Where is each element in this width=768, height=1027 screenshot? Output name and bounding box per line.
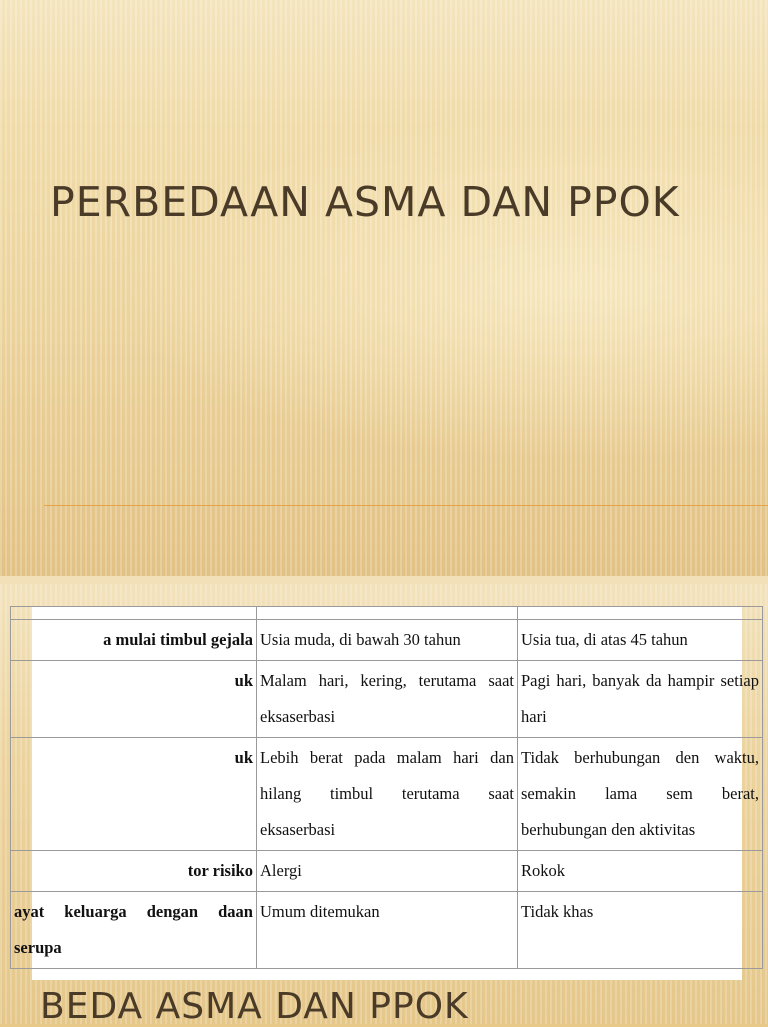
- aspect-cell: tor risiko: [11, 851, 257, 892]
- comparison-slide: [0, 584, 768, 1027]
- header-cell: [257, 607, 518, 620]
- aspect-cell: ayat keluarga dengan daan serupa: [11, 892, 257, 969]
- aspect-cell: a mulai timbul gejala: [11, 620, 257, 661]
- table-row: [11, 738, 763, 851]
- asma-cell: Lebih berat pada malam hari dan hilang timbul terutama saat eksaserbasi: [257, 738, 518, 851]
- table-header-row: [11, 607, 763, 620]
- title-divider: [44, 505, 768, 506]
- ppok-cell: Rokok: [518, 851, 763, 892]
- comparison-table-image: [14, 606, 759, 980]
- asma-cell: Malam hari, kering, terutama saat eksaserbasi: [257, 661, 518, 738]
- table-row: [11, 851, 763, 892]
- table-row: [11, 661, 763, 738]
- asma-cell: Alergi: [257, 851, 518, 892]
- slide-gap: [0, 576, 768, 584]
- ppok-cell: Tidak berhubungan den waktu, semakin lama sem berat, berhubungan den aktivitas: [518, 738, 763, 851]
- table-row: [11, 892, 763, 969]
- aspect-cell: uk: [11, 738, 257, 851]
- aspect-cell: uk: [11, 661, 257, 738]
- header-cell: [518, 607, 763, 620]
- comparison-table: [10, 606, 763, 969]
- slide-title: BEDA ASMA DAN PPOK: [40, 986, 469, 1027]
- slide-title: PERBEDAAN ASMA DAN PPOK: [50, 178, 680, 226]
- ppok-cell: Usia tua, di atas 45 tahun: [518, 620, 763, 661]
- ppok-cell: Tidak khas: [518, 892, 763, 969]
- ppok-cell: Pagi hari, banyak da hampir setiap hari: [518, 661, 763, 738]
- header-cell: [11, 607, 257, 620]
- asma-cell: Usia muda, di bawah 30 tahun: [257, 620, 518, 661]
- table-row: [11, 620, 763, 661]
- asma-cell: Umum ditemukan: [257, 892, 518, 969]
